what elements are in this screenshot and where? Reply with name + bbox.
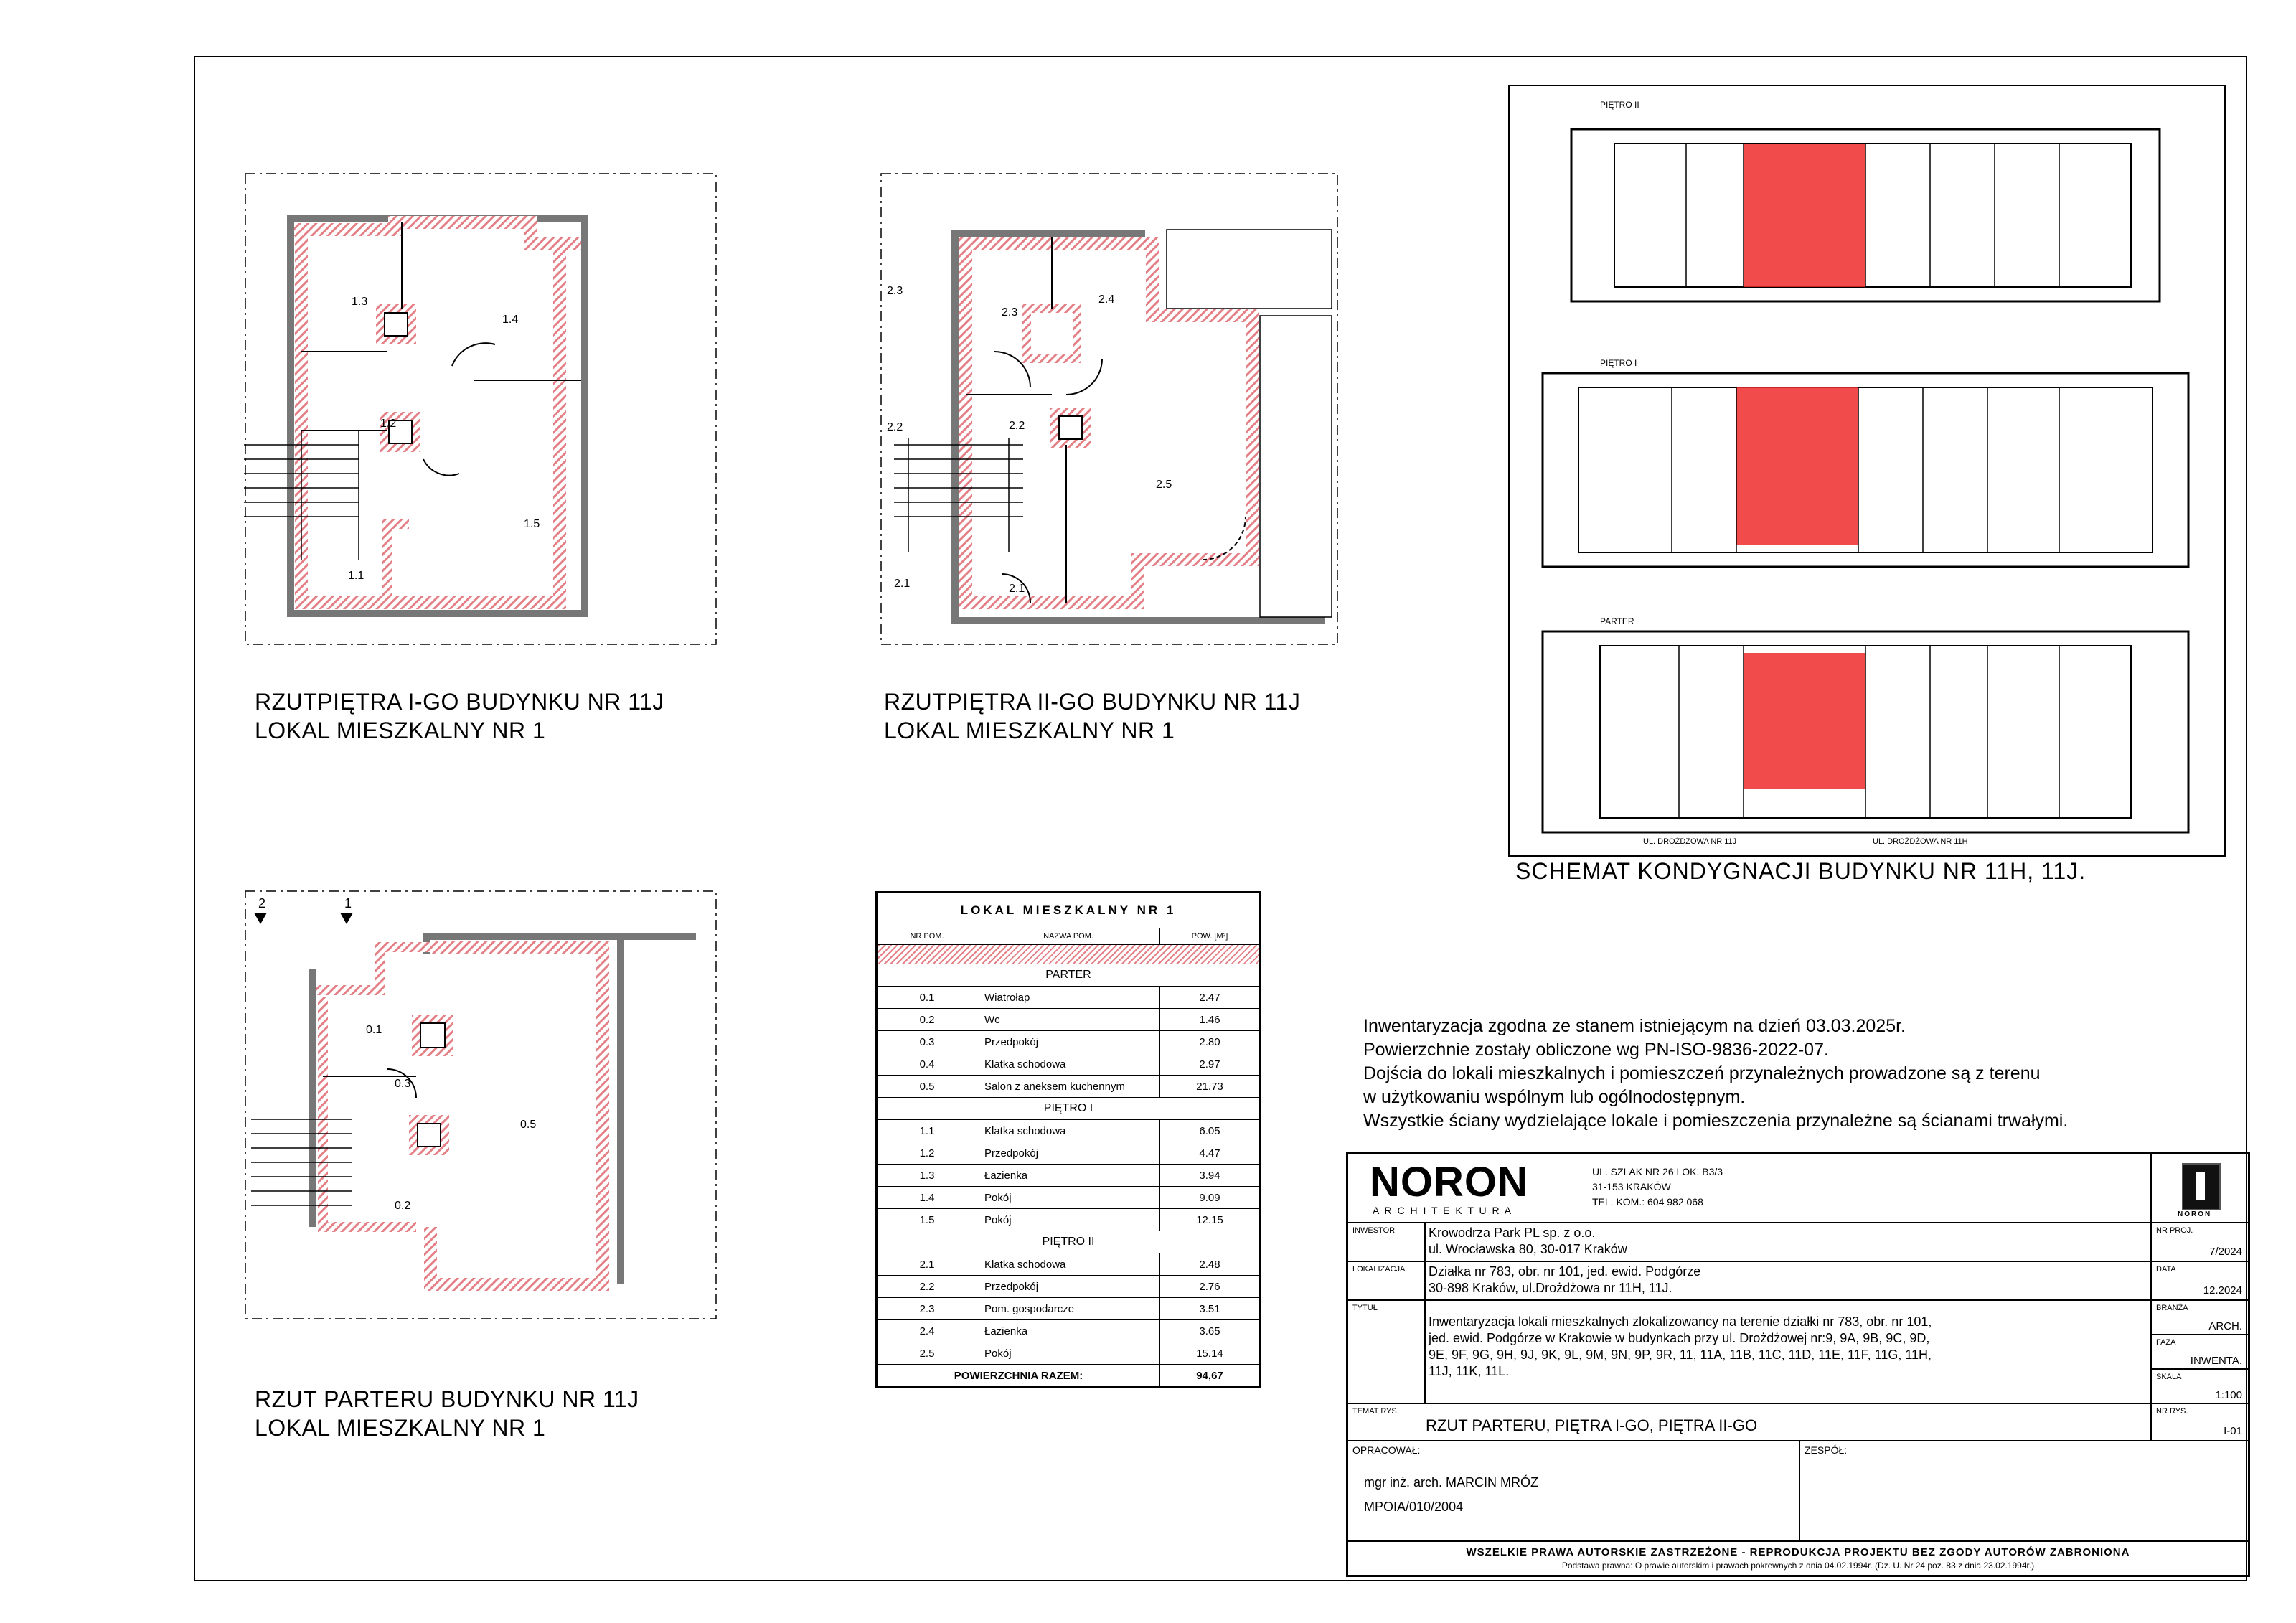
table-row: 1.5 Pokój 12.15: [878, 1209, 1260, 1231]
section-header: PARTER: [878, 964, 1260, 987]
col-header: NAZWA POM.: [977, 928, 1160, 945]
noron-mark-icon: [2182, 1163, 2221, 1210]
col-header: NR POM.: [878, 928, 977, 945]
note-line: w użytkowaniu wspólnym lub ogólnodostępnym.: [1363, 1087, 1746, 1107]
proj-no: 7/2024: [2209, 1246, 2242, 1258]
room-label: 0.5: [520, 1119, 537, 1131]
table-row: 0.3 Przedpokój 2.80: [878, 1031, 1260, 1053]
noron-logo: NORON: [1370, 1159, 1528, 1205]
note-line: Inwentaryzacja zgodna ze stanem istniejącym na dzień 03.03.2025r.: [1363, 1016, 1906, 1036]
logo-mark-cell: [2151, 1154, 2249, 1223]
room-label: 2.1: [894, 578, 911, 590]
legal-text: Podstawa prawna: O prawie autorskim i prawach pokrewnych z dnia 04.02.1994r. (Dz. U. Nr 24 poz. 83 z dnia 23.02.1994r.): [1561, 1561, 2035, 1571]
schema-label-p2: PIĘTRO II: [1600, 100, 1639, 110]
hatch-row: [878, 945, 1260, 964]
prepared-cell: [1347, 1441, 1799, 1541]
theme-label: TEMAT RYS.: [1352, 1407, 1399, 1416]
copyright-text: WSZELKIE PRAWA AUTORSKIE ZASTRZEŻONE - REPRODUKCJA PROJEKTU BEZ ZGODY AUTORÓW ZABRONIONA: [1466, 1546, 2130, 1558]
table-row: 2.3 Pom. gospodarcze 3.51: [878, 1298, 1260, 1320]
noron-mark-text: NORON: [2178, 1210, 2212, 1218]
table-row: 1.1 Klatka schodowa 6.05: [878, 1120, 1260, 1142]
ground-plan: [244, 890, 718, 1320]
location-text: Działka nr 783, obr. nr 101, jed. ewid. Podgórze 30-898 Kraków, ul.Drożdżowa nr 11H, 11J.: [1429, 1264, 1701, 1295]
room-label: 1.5: [524, 518, 540, 530]
date: 12.2024: [2203, 1284, 2242, 1297]
theme-cell: [1347, 1403, 2151, 1441]
ground-title: RZUT PARTERU BUDYNKU NR 11J: [255, 1386, 639, 1412]
room-label: 2.2: [887, 421, 903, 433]
investor-label-cell: [1347, 1223, 1425, 1261]
room-label: 2.5: [1156, 479, 1172, 491]
axis-label: 1: [344, 896, 352, 911]
table-row: 0.1 Wiatrołap 2.47: [878, 987, 1260, 1009]
scale: 1:100: [2215, 1389, 2242, 1401]
location-label-cell: [1347, 1261, 1425, 1300]
table-row: 0.4 Klatka schodowa 2.97: [878, 1053, 1260, 1076]
ground-subtitle: LOKAL MIESZKALNY NR 1: [255, 1415, 546, 1441]
team-cell: [1799, 1441, 2249, 1541]
drawing-no-cell: NR RYS. I-01: [2151, 1403, 2249, 1441]
room-label: 0.2: [395, 1200, 411, 1212]
title-label: TYTUŁ: [1352, 1304, 1378, 1312]
prepared-label: OPRACOWAŁ:: [1352, 1444, 1421, 1456]
title-text: Inwentaryzacja lokali mieszkalnych zlokalizowancy na terenie działki nr 783, obr. nr 101, jed. ewid. Podgórze w Krakowie w budynkach przy ul. Drożdżowej nr:9, 9A, 9B, 9C, 9D, 9E, 9F, 9G, 9H, 9J, 9K, 9L, 9M, 9N, 9P, 9R, 11, 11A, 11B, 11C, 11D, 11E, 11F, 11G, 11H, 11J, 11K, 11L.: [1429, 1314, 1932, 1378]
table-row: 2.2 Przedpokój 2.76: [878, 1276, 1260, 1298]
logo-cell: [1347, 1154, 2151, 1223]
floor1-title: RZUTPIĘTRA I-GO BUDYNKU NR 11J: [255, 689, 664, 715]
floor2-subtitle: LOKAL MIESZKALNY NR 1: [884, 718, 1175, 743]
title-cell: [1425, 1300, 2151, 1403]
axis-label: 2: [258, 896, 266, 911]
team-label: ZESPÓŁ:: [1805, 1444, 1848, 1456]
col-header: POW. [M²]: [1160, 928, 1260, 945]
floor2-plan: [880, 172, 1339, 646]
title-block: [1346, 1152, 2250, 1577]
room-label: 2.3: [1002, 306, 1018, 319]
section-header: PIĘTRO I: [878, 1098, 1260, 1120]
note-line: Wszystkie ściany wydzielające lokale i pomieszczenia przynależne są ścianami trwałymi.: [1363, 1111, 2069, 1131]
phase: INWENTA.: [2190, 1355, 2242, 1367]
room-label: 1.4: [502, 314, 519, 326]
room-label: 2.1: [1009, 583, 1025, 595]
total-label: POWIERZCHNIA RAZEM:: [878, 1365, 1160, 1387]
floor2-caption: [884, 687, 1300, 745]
office-address: UL. SZLAK NR 26 LOK. B3/3 31-153 KRAKÓW TEL. KOM.: 604 982 068: [1592, 1166, 1723, 1208]
table-row: 0.2 Wc 1.46: [878, 1009, 1260, 1031]
branch: ARCH.: [2208, 1320, 2242, 1332]
scale-cell: SKALA 1:100: [2151, 1369, 2249, 1403]
total-value: 94,67: [1160, 1365, 1260, 1387]
note-line: Dojścia do lokali mieszkalnych i pomieszczeń przynależnych prowadzone są z terenu: [1363, 1063, 2041, 1083]
location-cell: [1425, 1261, 2151, 1300]
prepared-text: mgr inż. arch. MARCIN MRÓZ MPOIA/010/2004: [1364, 1475, 1539, 1514]
room-label: 0.3: [395, 1078, 411, 1090]
schema-label-p1: PIĘTRO I: [1600, 358, 1637, 368]
theme-text: RZUT PARTERU, PIĘTRA I-GO, PIĘTRA II-GO: [1426, 1416, 1758, 1434]
area-table-title: LOKAL MIESZKALNY NR 1: [878, 893, 1260, 928]
investor-text: Krowodrza Park PL sp. z o.o. ul. Wrocławska 80, 30-017 Kraków: [1429, 1226, 1627, 1256]
room-label: 2.3: [887, 285, 903, 297]
title-label-cell: [1347, 1300, 1425, 1403]
schema-drawings: [1528, 98, 2203, 851]
schema-floor1: [1543, 358, 2188, 567]
room-label: 0.1: [366, 1024, 382, 1036]
room-label: 1.3: [352, 296, 368, 308]
date-cell: DATA 12.2024: [2151, 1261, 2249, 1300]
drawing-no: I-01: [2224, 1425, 2242, 1437]
schema-label-p0: PARTER: [1600, 616, 1634, 626]
table-row: 1.2 Przedpokój 4.47: [878, 1142, 1260, 1165]
floor2-title: RZUTPIĘTRA II-GO BUDYNKU NR 11J: [884, 689, 1301, 715]
table-row: 1.4 Pokój 9.09: [878, 1187, 1260, 1209]
table-row: 0.5 Salon z aneksem kuchennym 21.73: [878, 1076, 1260, 1098]
table-row: 2.4 Łazienka 3.65: [878, 1320, 1260, 1342]
phase-cell: FAZA INWENTA.: [2151, 1335, 2249, 1369]
schema-street-11h: UL. DROŻDŻOWA NR 11H: [1873, 837, 1968, 846]
room-label: 2.2: [1009, 420, 1025, 432]
table-row: 2.1 Klatka schodowa 2.48: [878, 1253, 1260, 1276]
room-label: 1.2: [380, 418, 397, 430]
noron-logo-sub: A R C H I T E K T U R A: [1373, 1205, 1513, 1216]
table-row: 1.3 Łazienka 3.94: [878, 1165, 1260, 1187]
note-line: Powierzchnie zostały obliczone wg PN-ISO-9836-2022-07.: [1363, 1040, 1829, 1060]
location-label: LOKALIZACJA: [1352, 1265, 1406, 1274]
schema-street-11j: UL. DROŻDŻOWA NR 11J: [1643, 837, 1737, 846]
floor1-subtitle: LOKAL MIESZKALNY NR 1: [255, 718, 546, 743]
investor-label: INWESTOR: [1352, 1226, 1396, 1235]
room-label: 2.4: [1098, 293, 1115, 306]
room-label: 1.1: [348, 570, 364, 582]
copyright-cell: [1347, 1541, 2249, 1576]
area-table: [875, 891, 1261, 1388]
section-header: PIĘTRO II: [878, 1231, 1260, 1253]
proj-no-cell: NR PROJ. 7/2024: [2151, 1223, 2249, 1261]
schema-title: SCHEMAT KONDYGNACJI BUDYNKU NR 11H, 11J.: [1515, 858, 2086, 884]
investor-cell: [1425, 1223, 2151, 1261]
inventory-notes: [1363, 1015, 2068, 1133]
ground-caption: [255, 1385, 639, 1442]
table-row: 2.5 Pokój 15.14: [878, 1342, 1260, 1365]
floor1-plan: [244, 172, 718, 646]
schema-floor2: [1571, 100, 2160, 301]
schema-ground: [1543, 616, 2188, 846]
branch-cell: BRANŻA ARCH.: [2151, 1300, 2249, 1335]
floor1-caption: [255, 687, 664, 745]
